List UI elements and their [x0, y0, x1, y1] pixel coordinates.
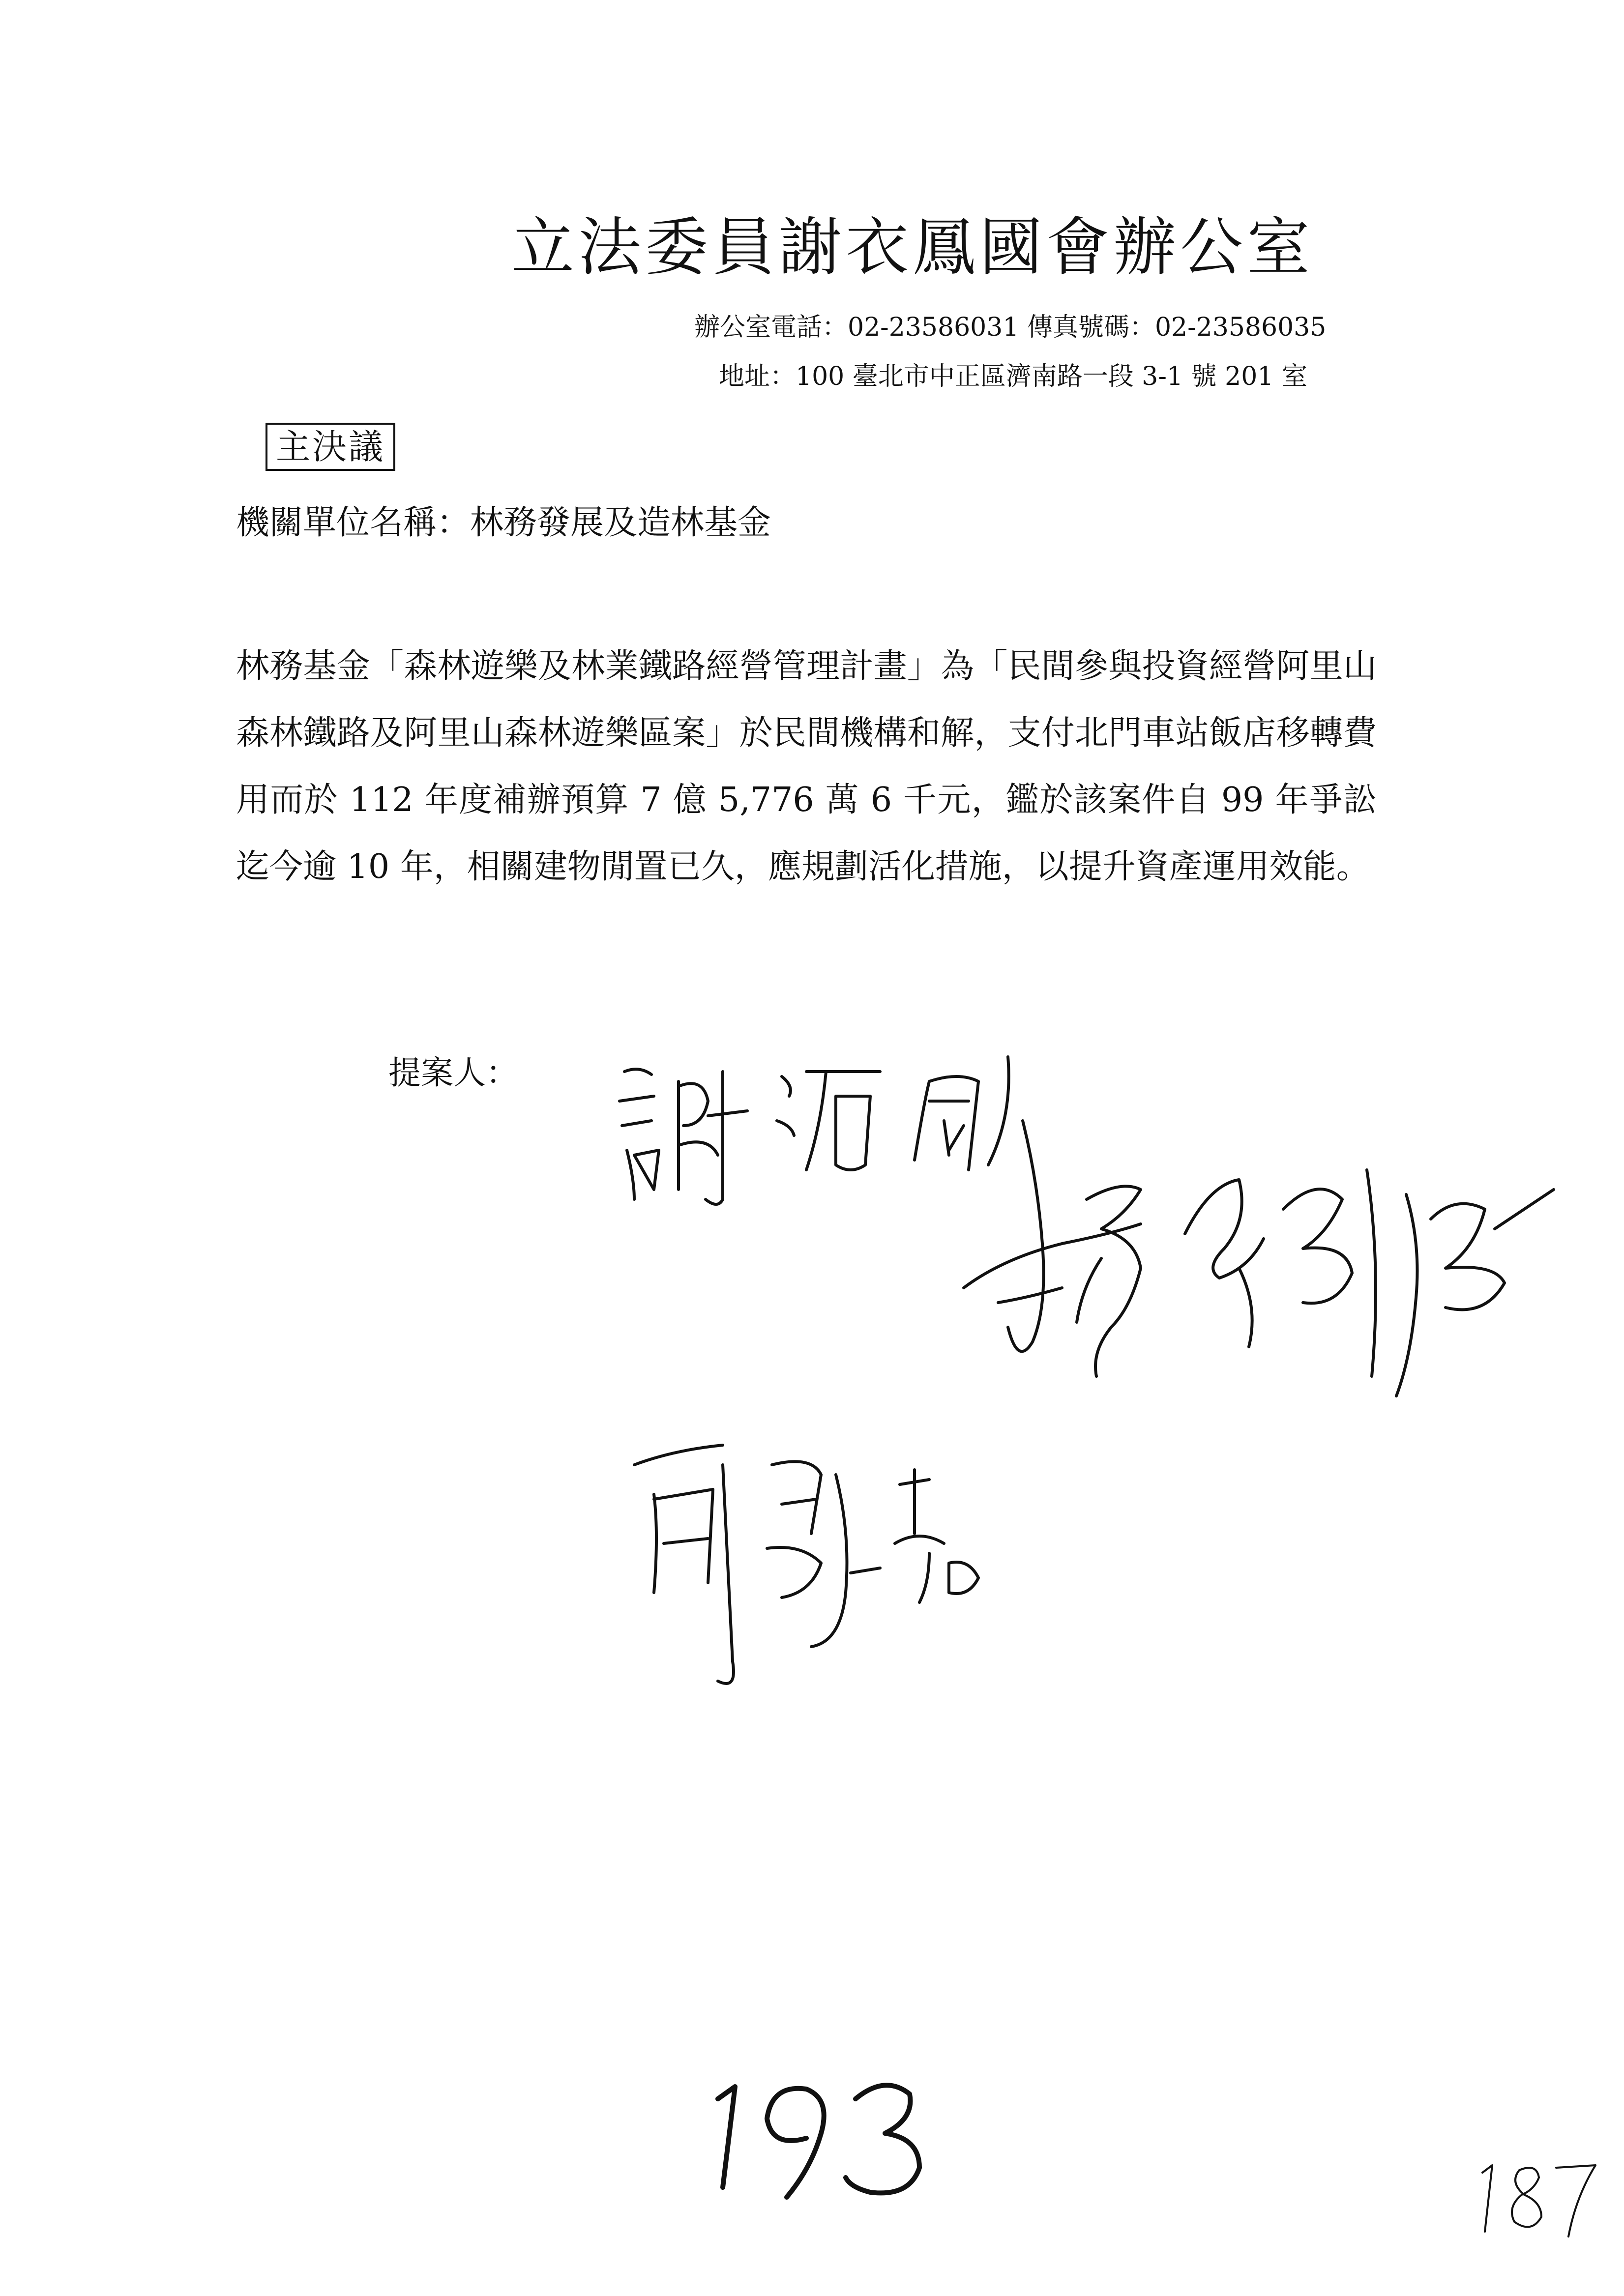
resolution-type-box: 主決議 [266, 423, 395, 471]
handwritten-signature [964, 1121, 1559, 1411]
handwritten-signature [624, 1435, 1013, 1711]
agency-name: 機關單位名稱：林務發展及造林基金 [236, 503, 771, 542]
handwritten-page-number [1470, 2148, 1603, 2251]
handwritten-page-number [688, 2064, 944, 2212]
office-address: 地址：100 臺北市中正區濟南路一段 3-1 號 201 室 [719, 362, 1307, 391]
resolution-body: 林務基金「森林遊樂及林業鐵路經營管理計畫」為「民間參與投資經營阿里山森林鐵路及阿里山森林遊樂區案」於民間機構和解，支付北門車站飯店移轉費用而於 112 年度補辦預算 7 億 5,776 萬 6 千元，鑑於該案件自 99 年爭訟迄今逾 10 年，相關建物閒置已久，應規劃活化措施，以提升資產運用效能。 [236, 647, 1377, 886]
proposer-label: 提案人： [388, 1054, 518, 1092]
office-contact: 辦公室電話：02-23586031 傳真號碼：02-23586035 [694, 313, 1327, 342]
office-title: 立法委員謝衣鳳國會辦公室 [511, 211, 1314, 284]
